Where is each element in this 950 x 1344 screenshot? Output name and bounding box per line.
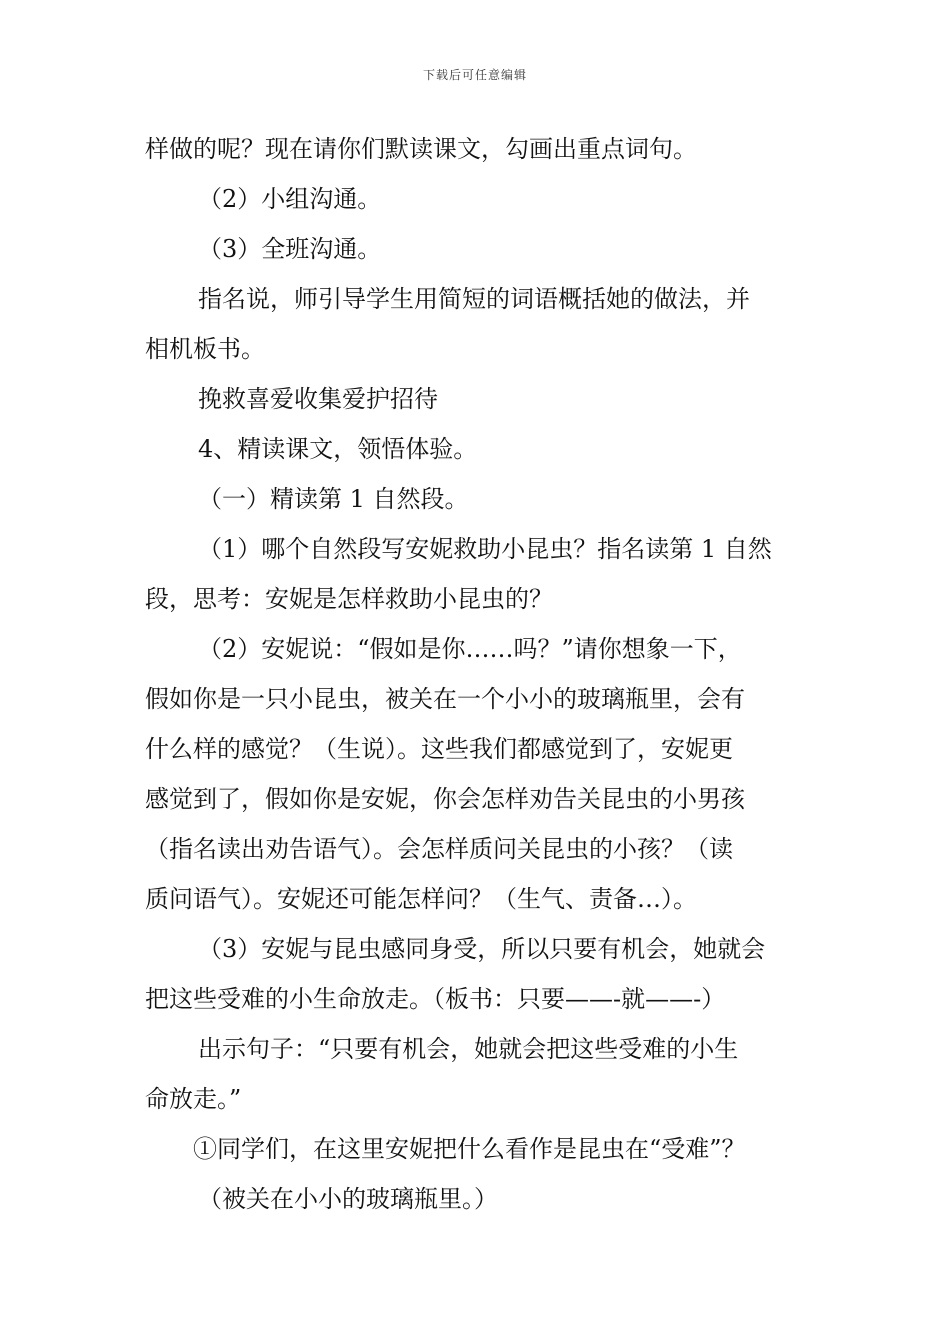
text-line: 指名说，师引导学生用简短的词语概括她的做法，并 (198, 285, 750, 313)
page-header: 下载后可任意编辑 (422, 68, 527, 82)
text-line: 命放走。” (145, 1085, 242, 1113)
text-line: 把这些受难的小生命放走。（板书：只要——-就——-） (145, 985, 726, 1013)
text-line: 样做的呢？现在请你们默读课文，勾画出重点词句。 (145, 135, 697, 163)
text-line: （一）精读第 1 自然段。 (198, 485, 469, 513)
text-line: 什么样的感觉？（生说）。这些我们都感觉到了，安妮更 (145, 735, 733, 763)
text-line: 相机板书。 (145, 335, 265, 363)
text-line: （3）全班沟通。 (198, 235, 382, 263)
text-line: （2）小组沟通。 (198, 185, 382, 213)
text-line: 质问语气）。安妮还可能怎样问？（生气、责备…）。 (145, 885, 697, 913)
text-line: 4、精读课文，领悟体验。 (198, 435, 478, 463)
text-line: （1）哪个自然段写安妮救助小昆虫？指名读第 1 自然 (198, 535, 772, 563)
text-line: （2）安妮说：“假如是你……吗？”请你想象一下， (198, 635, 742, 663)
text-line: （指名读出劝告语气）。会怎样质问关昆虫的小孩？（读 (145, 835, 733, 863)
text-line: （3）安妮与昆虫感同身受，所以只要有机会，她就会 (198, 935, 766, 963)
text-line: 感觉到了，假如你是安妮，你会怎样劝告关昆虫的小男孩 (145, 785, 745, 813)
text-line: ①同学们，在这里安妮把什么看作是昆虫在“受难”？ (193, 1135, 746, 1163)
text-line: 假如你是一只小昆虫，被关在一个小小的玻璃瓶里，会有 (145, 685, 745, 713)
text-line: 段，思考：安妮是怎样救助小昆虫的？ (145, 585, 553, 613)
text-line: 挽救喜爱收集爱护招待 (198, 385, 438, 413)
text-line: （被关在小小的玻璃瓶里。） (198, 1185, 498, 1213)
text-line: 出示句子：“只要有机会，她就会把这些受难的小生 (198, 1035, 739, 1063)
